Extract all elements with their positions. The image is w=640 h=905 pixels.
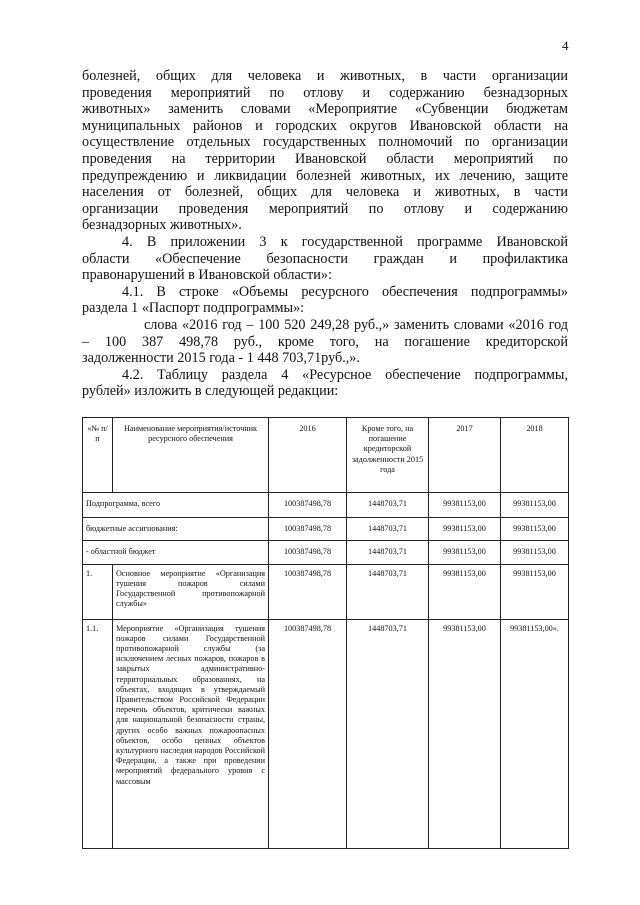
row-name: бюджетные ассигнования: <box>83 518 269 541</box>
cell-2018: 99381153,00 <box>501 518 569 541</box>
cell-2018: 99381153,00 <box>501 541 569 564</box>
header-2017: 2017 <box>429 418 501 493</box>
cell-2016: 100387498,78 <box>269 564 347 619</box>
cell-2016: 100387498,78 <box>269 619 347 848</box>
row-name: Основное мероприятие «Организация тушения пожаров силами Государственной противопожарной службы» <box>113 564 269 619</box>
text-line: организации проведения мероприятий по отлову и содержанию <box>82 200 568 217</box>
cell-2017: 99381153,00 <box>429 619 501 848</box>
row-name: - областной бюджет <box>83 541 269 564</box>
cell-2018: 99381153,00». <box>501 619 569 848</box>
cell-debt: 1448703,71 <box>347 541 429 564</box>
table-row <box>83 541 569 564</box>
text-line: – 100 387 498,78 руб., кроме того, на погашение кредиторской <box>82 333 568 350</box>
table-row <box>83 493 569 518</box>
text-line: болезней, общих для человека и животных, в части организации <box>82 68 568 84</box>
cell-2017: 99381153,00 <box>429 564 501 619</box>
header-2018: 2018 <box>501 418 569 493</box>
text-line: предупреждению и ликвидации болезней животных, их лечению, защите <box>82 167 568 184</box>
cell-debt: 1448703,71 <box>347 493 429 518</box>
header-number: «№ п/п <box>83 418 113 493</box>
resource-table <box>82 417 569 849</box>
text-line: 4.2. Таблицу раздела 4 «Ресурсное обеспечение подпрограммы, <box>122 366 568 383</box>
cell-2017: 99381153,00 <box>429 541 501 564</box>
text-line: 4. В приложении 3 к государственной программе Ивановской <box>122 233 568 250</box>
document-text <box>82 68 568 400</box>
text-line: муниципальных районов и городских округов Ивановской области на <box>82 117 568 134</box>
cell-2018: 99381153,00 <box>501 493 569 518</box>
cell-debt: 1448703,71 <box>347 619 429 848</box>
row-name: Мероприятие «Организация тушения пожаров силами Государственной противопожарной службы (за исключением лесных пожаров, пожаров в закрытых административно-территориальных образованиях, на объектах, входящих в утверждаемый Правительством Российской Федерации перечень объектов, критически важных для национальной безопасности страны, других особо важных пожароопасных объектов, особо ценных объектов культурного наследия народов Российской Федерации, а также при проведении мероприятий федерального уровня с массовым <box>113 619 269 848</box>
text-line: раздела 1 «Паспорт подпрограммы»: <box>82 300 305 317</box>
row-number: 1.1. <box>83 619 113 848</box>
text-line: задолженности 2015 года - 1 448 703,71руб.,». <box>82 350 360 367</box>
cell-2017: 99381153,00 <box>429 493 501 518</box>
cell-2016: 100387498,78 <box>269 518 347 541</box>
header-name: Наименование мероприятия/источник ресурсного обеспечения <box>113 418 269 493</box>
text-line: безнадзорных животных». <box>82 217 242 234</box>
cell-2017: 99381153,00 <box>429 518 501 541</box>
header-debt: Кроме того, на погашение кредиторской задолженности 2015 года <box>347 418 429 493</box>
cell-2016: 100387498,78 <box>269 541 347 564</box>
text-line: проведения мероприятий по отлову и содержанию безнадзорных <box>82 84 568 101</box>
table-row <box>83 619 569 848</box>
cell-debt: 1448703,71 <box>347 564 429 619</box>
page-number: 4 <box>562 38 569 53</box>
cell-2016: 100387498,78 <box>269 493 347 518</box>
text-line: проведения на территории Ивановской области мероприятий по <box>82 150 568 167</box>
table-row <box>83 564 569 619</box>
table-header-row <box>83 418 569 493</box>
cell-debt: 1448703,71 <box>347 518 429 541</box>
text-line: правонарушений в Ивановской области»: <box>82 267 332 284</box>
row-number: 1. <box>83 564 113 619</box>
row-name: Подпрограмма, всего <box>83 493 269 518</box>
text-line: 4.1. В строке «Объемы ресурсного обеспечения подпрограммы» <box>122 283 568 300</box>
text-line: слова «2016 год – 100 520 249,28 руб.,» заменить словами «2016 год <box>144 316 568 333</box>
table-row <box>83 518 569 541</box>
text-line: животных» заменить словами «Мероприятие «Субвенции бюджетам <box>82 101 568 118</box>
text-line: области «Обеспечение безопасности граждан и профилактика <box>82 250 568 267</box>
text-line: осуществление отдельных государственных полномочий по организации <box>82 134 568 151</box>
cell-2018: 99381153,00 <box>501 564 569 619</box>
text-line: рублей» изложить в следующей редакции: <box>82 383 339 400</box>
header-2016: 2016 <box>269 418 347 493</box>
text-line: населения от болезней, общих для человека и животных, в части <box>82 184 568 201</box>
